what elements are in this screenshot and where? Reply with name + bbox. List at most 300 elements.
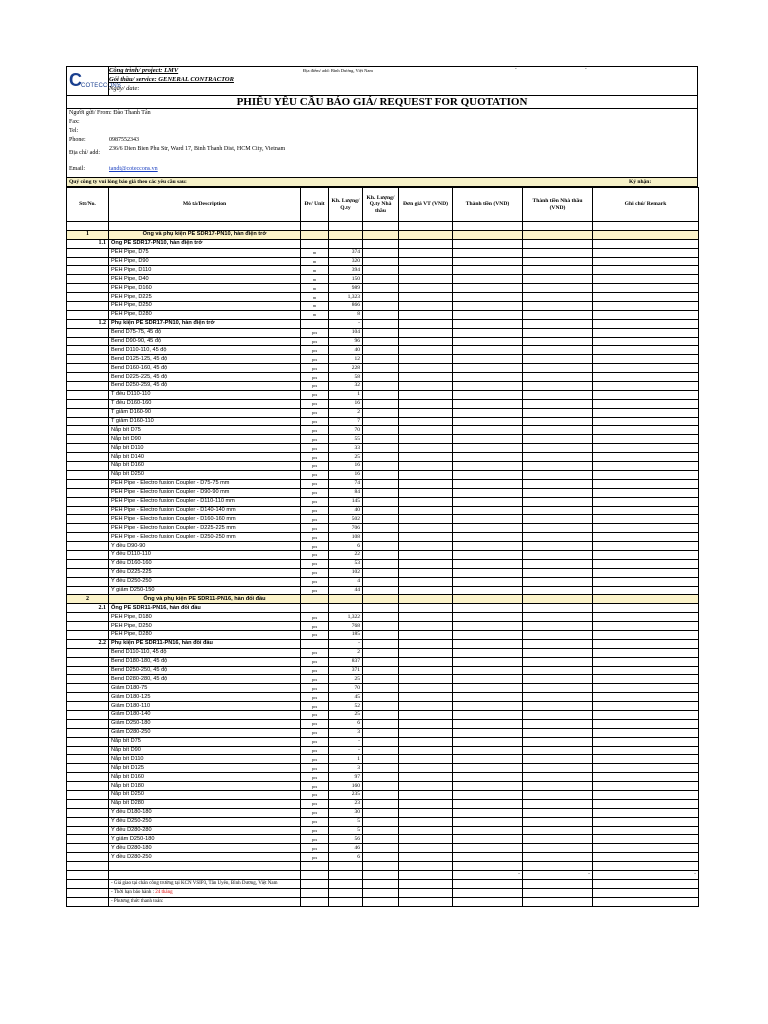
row-amount-sub xyxy=(523,710,593,719)
row-amount xyxy=(453,417,523,426)
row-number xyxy=(67,444,109,453)
row-unit-price xyxy=(399,639,453,648)
row-quantity: 502 xyxy=(329,515,363,524)
row-amount xyxy=(453,373,523,382)
table-row xyxy=(67,284,699,293)
row-number xyxy=(67,373,109,382)
row-number xyxy=(67,684,109,693)
row-number xyxy=(67,515,109,524)
row-unit: pcs xyxy=(301,684,329,693)
row-amount-sub xyxy=(523,791,593,800)
row-unit-price xyxy=(399,853,453,862)
row-amount xyxy=(453,524,523,533)
row-remark xyxy=(593,595,699,604)
row-number xyxy=(67,648,109,657)
row-quantity: 108 xyxy=(329,533,363,542)
row-description: PEH Pipe, D225 xyxy=(109,293,301,302)
table-row xyxy=(67,693,699,702)
row-unit: pcs xyxy=(301,382,329,391)
row-amount xyxy=(453,275,523,284)
row-remark xyxy=(593,568,699,577)
address-label: Địa chỉ/ add: xyxy=(69,150,100,156)
row-unit: pcs xyxy=(301,444,329,453)
row-amount-sub xyxy=(523,364,593,373)
row-amount-sub xyxy=(523,444,593,453)
total-remark: - xyxy=(593,871,699,880)
row-unit: pcs xyxy=(301,533,329,542)
row-quantity: 52 xyxy=(329,702,363,711)
row-remark xyxy=(593,844,699,853)
site-address: Địa điểm/ add: Bình Dương, Việt Nam xyxy=(303,68,373,73)
row-amount xyxy=(453,337,523,346)
row-amount xyxy=(453,559,523,568)
spacer-row xyxy=(67,222,699,231)
row-description: PEH Pipe, D180 xyxy=(109,613,301,622)
row-amount xyxy=(453,568,523,577)
row-qty-sub xyxy=(363,506,399,515)
row-remark xyxy=(593,328,699,337)
row-number xyxy=(67,746,109,755)
row-description: PEH Pipe, D90 xyxy=(109,257,301,266)
row-amount xyxy=(453,622,523,631)
row-qty-sub xyxy=(363,533,399,542)
row-quantity: 56 xyxy=(329,835,363,844)
row-unit-price xyxy=(399,408,453,417)
row-unit-price xyxy=(399,364,453,373)
row-unit: pcs xyxy=(301,808,329,817)
row-amount-sub xyxy=(523,408,593,417)
row-unit: pcs xyxy=(301,693,329,702)
table-row xyxy=(67,328,699,337)
table-row xyxy=(67,488,699,497)
row-amount xyxy=(453,479,523,488)
row-qty-sub xyxy=(363,613,399,622)
row-unit: pcs xyxy=(301,488,329,497)
row-amount xyxy=(453,684,523,693)
row-amount xyxy=(453,764,523,773)
row-remark xyxy=(593,693,699,702)
row-unit-price xyxy=(399,382,453,391)
row-remark xyxy=(593,719,699,728)
table-row xyxy=(67,808,699,817)
row-amount xyxy=(453,728,523,737)
row-unit-price xyxy=(399,515,453,524)
row-amount-sub xyxy=(523,604,593,613)
row-qty-sub xyxy=(363,479,399,488)
row-number xyxy=(67,693,109,702)
row-number xyxy=(67,266,109,275)
table-row xyxy=(67,710,699,719)
row-amount-sub xyxy=(523,506,593,515)
table-row xyxy=(67,657,699,666)
row-amount xyxy=(453,435,523,444)
table-row xyxy=(67,506,699,515)
row-amount-sub xyxy=(523,764,593,773)
row-qty-sub xyxy=(363,737,399,746)
row-unit-price xyxy=(399,444,453,453)
row-quantity: 145 xyxy=(329,497,363,506)
row-number xyxy=(67,586,109,595)
row-unit-price xyxy=(399,470,453,479)
row-unit-price xyxy=(399,346,453,355)
row-unit-price xyxy=(399,337,453,346)
row-quantity: 44 xyxy=(329,586,363,595)
row-qty-sub xyxy=(363,604,399,613)
phone-label: Phone: xyxy=(69,137,86,143)
row-unit-price xyxy=(399,435,453,444)
table-row xyxy=(67,470,699,479)
row-unit xyxy=(301,319,329,328)
row-unit: pcs xyxy=(301,710,329,719)
row-quantity: 70 xyxy=(329,684,363,693)
row-description: Y đều D180-180 xyxy=(109,808,301,817)
row-quantity: 97 xyxy=(329,773,363,782)
row-quantity: 55 xyxy=(329,435,363,444)
row-quantity: 6 xyxy=(329,853,363,862)
row-amount-sub xyxy=(523,666,593,675)
total-amount: - xyxy=(453,871,523,880)
note-row xyxy=(67,897,699,906)
row-unit-price xyxy=(399,622,453,631)
row-qty-sub xyxy=(363,399,399,408)
row-quantity: 25 xyxy=(329,710,363,719)
row-amount xyxy=(453,488,523,497)
row-amount-sub xyxy=(523,550,593,559)
row-remark xyxy=(593,453,699,462)
row-unit: m xyxy=(301,275,329,284)
row-remark xyxy=(593,737,699,746)
row-quantity: 16 xyxy=(329,462,363,471)
row-unit-price xyxy=(399,773,453,782)
table-row xyxy=(67,462,699,471)
row-description: Nắp bít D180 xyxy=(109,782,301,791)
sign-label: Ký nhận: xyxy=(629,179,652,185)
row-qty-sub xyxy=(363,746,399,755)
row-qty-sub xyxy=(363,826,399,835)
row-remark xyxy=(593,524,699,533)
row-remark xyxy=(593,364,699,373)
row-unit-price xyxy=(399,746,453,755)
row-amount xyxy=(453,639,523,648)
table-row xyxy=(67,675,699,684)
row-number xyxy=(67,710,109,719)
row-qty-sub xyxy=(363,319,399,328)
table-row xyxy=(67,684,699,693)
row-unit: pcs xyxy=(301,666,329,675)
row-amount xyxy=(453,675,523,684)
row-remark xyxy=(593,728,699,737)
row-remark xyxy=(593,293,699,302)
row-unit: pcs xyxy=(301,719,329,728)
row-quantity: 30 xyxy=(329,808,363,817)
row-amount-sub xyxy=(523,808,593,817)
company-logo xyxy=(69,70,122,91)
row-description: Bend D250-259, 45 độ xyxy=(109,382,301,391)
row-amount-sub xyxy=(523,853,593,862)
row-qty-sub xyxy=(363,408,399,417)
row-qty-sub xyxy=(363,364,399,373)
row-amount-sub xyxy=(523,568,593,577)
row-amount-sub xyxy=(523,355,593,364)
row-unit-price xyxy=(399,799,453,808)
row-description: PEH Pipe, D40 xyxy=(109,275,301,284)
note-payment: - Phương thức thanh toán: xyxy=(109,897,301,906)
row-amount xyxy=(453,595,523,604)
row-unit-price xyxy=(399,613,453,622)
row-amount xyxy=(453,248,523,257)
header-dash: - xyxy=(515,67,517,72)
row-number xyxy=(67,550,109,559)
table-row xyxy=(67,524,699,533)
row-amount xyxy=(453,773,523,782)
note-row xyxy=(67,879,699,888)
row-unit: pcs xyxy=(301,568,329,577)
row-number xyxy=(67,479,109,488)
row-amount-sub xyxy=(523,390,593,399)
row-unit-price xyxy=(399,310,453,319)
row-amount-sub xyxy=(523,488,593,497)
row-remark xyxy=(593,230,699,239)
row-qty-sub xyxy=(363,586,399,595)
table-row xyxy=(67,364,699,373)
row-description: Y giảm D250-180 xyxy=(109,835,301,844)
row-amount xyxy=(453,257,523,266)
row-amount xyxy=(453,399,523,408)
row-unit: pcs xyxy=(301,630,329,639)
row-number xyxy=(67,773,109,782)
row-description: PEH Pipe, D250 xyxy=(109,622,301,631)
row-description: Nắp bít D90 xyxy=(109,746,301,755)
row-unit-price xyxy=(399,675,453,684)
row-amount xyxy=(453,310,523,319)
row-amount xyxy=(453,266,523,275)
row-unit: pcs xyxy=(301,782,329,791)
table-row xyxy=(67,577,699,586)
row-amount-sub xyxy=(523,310,593,319)
row-description: Y đều D250-250 xyxy=(109,577,301,586)
table-row xyxy=(67,515,699,524)
row-amount-sub xyxy=(523,248,593,257)
row-qty-sub xyxy=(363,719,399,728)
row-qty-sub xyxy=(363,302,399,311)
row-unit-price xyxy=(399,648,453,657)
row-qty-sub xyxy=(363,568,399,577)
row-description: Nắp bít D250 xyxy=(109,470,301,479)
row-amount xyxy=(453,799,523,808)
row-description: Y đều D110-110 xyxy=(109,550,301,559)
row-amount-sub xyxy=(523,470,593,479)
row-unit: pcs xyxy=(301,791,329,800)
row-number xyxy=(67,764,109,773)
row-amount-sub xyxy=(523,826,593,835)
row-qty-sub xyxy=(363,293,399,302)
row-number: 1 xyxy=(67,230,109,239)
row-description: PEH Pipe - Electro fusion Coupler - D75-75 mm xyxy=(109,479,301,488)
row-quantity: 16 xyxy=(329,399,363,408)
phone-value: 0987552343 xyxy=(109,137,139,143)
row-unit-price xyxy=(399,488,453,497)
row-amount-sub xyxy=(523,648,593,657)
row-quantity: 53 xyxy=(329,559,363,568)
row-description: PEH Pipe, D250 xyxy=(109,302,301,311)
logo-text: COTECCONS xyxy=(81,83,122,89)
row-quantity xyxy=(329,595,363,604)
quotation-table xyxy=(66,187,699,907)
row-quantity: 1,322 xyxy=(329,613,363,622)
table-row xyxy=(67,257,699,266)
row-amount xyxy=(453,390,523,399)
row-amount-sub xyxy=(523,257,593,266)
row-remark xyxy=(593,622,699,631)
row-amount-sub xyxy=(523,817,593,826)
row-unit: pcs xyxy=(301,337,329,346)
row-qty-sub xyxy=(363,346,399,355)
row-unit: pcs xyxy=(301,755,329,764)
row-unit-price xyxy=(399,577,453,586)
row-number xyxy=(67,542,109,551)
row-qty-sub xyxy=(363,684,399,693)
row-number xyxy=(67,248,109,257)
subsection-row xyxy=(67,639,699,648)
row-amount-sub xyxy=(523,382,593,391)
row-amount xyxy=(453,710,523,719)
row-amount xyxy=(453,808,523,817)
row-remark xyxy=(593,808,699,817)
row-qty-sub xyxy=(363,462,399,471)
row-amount-sub xyxy=(523,728,593,737)
row-amount-sub xyxy=(523,675,593,684)
row-unit: pcs xyxy=(301,577,329,586)
row-number xyxy=(67,302,109,311)
row-qty-sub xyxy=(363,275,399,284)
row-qty-sub xyxy=(363,444,399,453)
row-amount-sub xyxy=(523,266,593,275)
row-number xyxy=(67,470,109,479)
row-number xyxy=(67,577,109,586)
table-row xyxy=(67,764,699,773)
row-amount-sub xyxy=(523,693,593,702)
row-unit-price xyxy=(399,630,453,639)
row-remark xyxy=(593,479,699,488)
row-unit: pcs xyxy=(301,773,329,782)
row-qty-sub xyxy=(363,470,399,479)
row-number xyxy=(67,791,109,800)
row-quantity xyxy=(329,604,363,613)
row-number xyxy=(67,737,109,746)
row-description: Y đều D280-250 xyxy=(109,853,301,862)
row-unit: m xyxy=(301,293,329,302)
col-amount-sub: Thành tiền Nhà thầu (VND) xyxy=(523,188,593,222)
row-unit: m xyxy=(301,257,329,266)
row-number xyxy=(67,666,109,675)
row-remark xyxy=(593,426,699,435)
table-row xyxy=(67,542,699,551)
row-quantity: 104 xyxy=(329,328,363,337)
row-amount-sub xyxy=(523,524,593,533)
request-bar xyxy=(67,178,697,187)
row-number xyxy=(67,488,109,497)
row-amount xyxy=(453,826,523,835)
row-unit: pcs xyxy=(301,524,329,533)
row-unit: pcs xyxy=(301,844,329,853)
row-unit: pcs xyxy=(301,426,329,435)
row-unit-price xyxy=(399,817,453,826)
row-number xyxy=(67,728,109,737)
row-unit-price xyxy=(399,257,453,266)
row-unit: pcs xyxy=(301,408,329,417)
row-quantity: 6 xyxy=(329,719,363,728)
row-remark xyxy=(593,355,699,364)
row-amount-sub xyxy=(523,399,593,408)
row-amount-sub xyxy=(523,559,593,568)
table-row xyxy=(67,533,699,542)
table-row xyxy=(67,791,699,800)
row-unit-price xyxy=(399,230,453,239)
row-amount-sub xyxy=(523,773,593,782)
row-quantity: 25 xyxy=(329,453,363,462)
row-amount xyxy=(453,515,523,524)
row-remark xyxy=(593,791,699,800)
row-amount-sub xyxy=(523,479,593,488)
row-qty-sub xyxy=(363,542,399,551)
row-description: Bend D280-280, 45 độ xyxy=(109,675,301,684)
row-qty-sub xyxy=(363,515,399,524)
row-quantity: 5 xyxy=(329,826,363,835)
row-description: PEH Pipe, D110 xyxy=(109,266,301,275)
row-amount xyxy=(453,648,523,657)
row-number xyxy=(67,453,109,462)
sender-info xyxy=(67,109,697,178)
row-amount-sub xyxy=(523,346,593,355)
validity-label: - Thời hạn bảo hành : xyxy=(111,890,154,896)
row-amount xyxy=(453,782,523,791)
row-description: PEH Pipe - Electro fusion Coupler - D225-225 mm xyxy=(109,524,301,533)
row-number xyxy=(67,675,109,684)
row-amount xyxy=(453,506,523,515)
row-number xyxy=(67,613,109,622)
row-amount-sub xyxy=(523,639,593,648)
row-unit: pcs xyxy=(301,764,329,773)
email-link[interactable]: tandt@coteccons.vn xyxy=(109,166,158,172)
row-remark xyxy=(593,542,699,551)
row-remark xyxy=(593,657,699,666)
row-amount-sub xyxy=(523,702,593,711)
row-amount xyxy=(453,835,523,844)
row-unit-price xyxy=(399,533,453,542)
row-unit-price xyxy=(399,604,453,613)
row-remark xyxy=(593,684,699,693)
row-remark xyxy=(593,417,699,426)
row-unit xyxy=(301,595,329,604)
row-quantity: 40 xyxy=(329,346,363,355)
row-amount xyxy=(453,426,523,435)
row-unit: pcs xyxy=(301,853,329,862)
row-number xyxy=(67,310,109,319)
fax-label: Fax: xyxy=(69,119,80,125)
row-unit-price xyxy=(399,453,453,462)
row-qty-sub xyxy=(363,648,399,657)
table-header xyxy=(67,188,699,222)
row-unit-price xyxy=(399,728,453,737)
table-row xyxy=(67,648,699,657)
row-amount-sub xyxy=(523,337,593,346)
row-number xyxy=(67,284,109,293)
row-quantity: 7 xyxy=(329,417,363,426)
row-quantity: 235 xyxy=(329,791,363,800)
row-amount-sub xyxy=(523,737,593,746)
table-row xyxy=(67,728,699,737)
row-unit: m xyxy=(301,266,329,275)
